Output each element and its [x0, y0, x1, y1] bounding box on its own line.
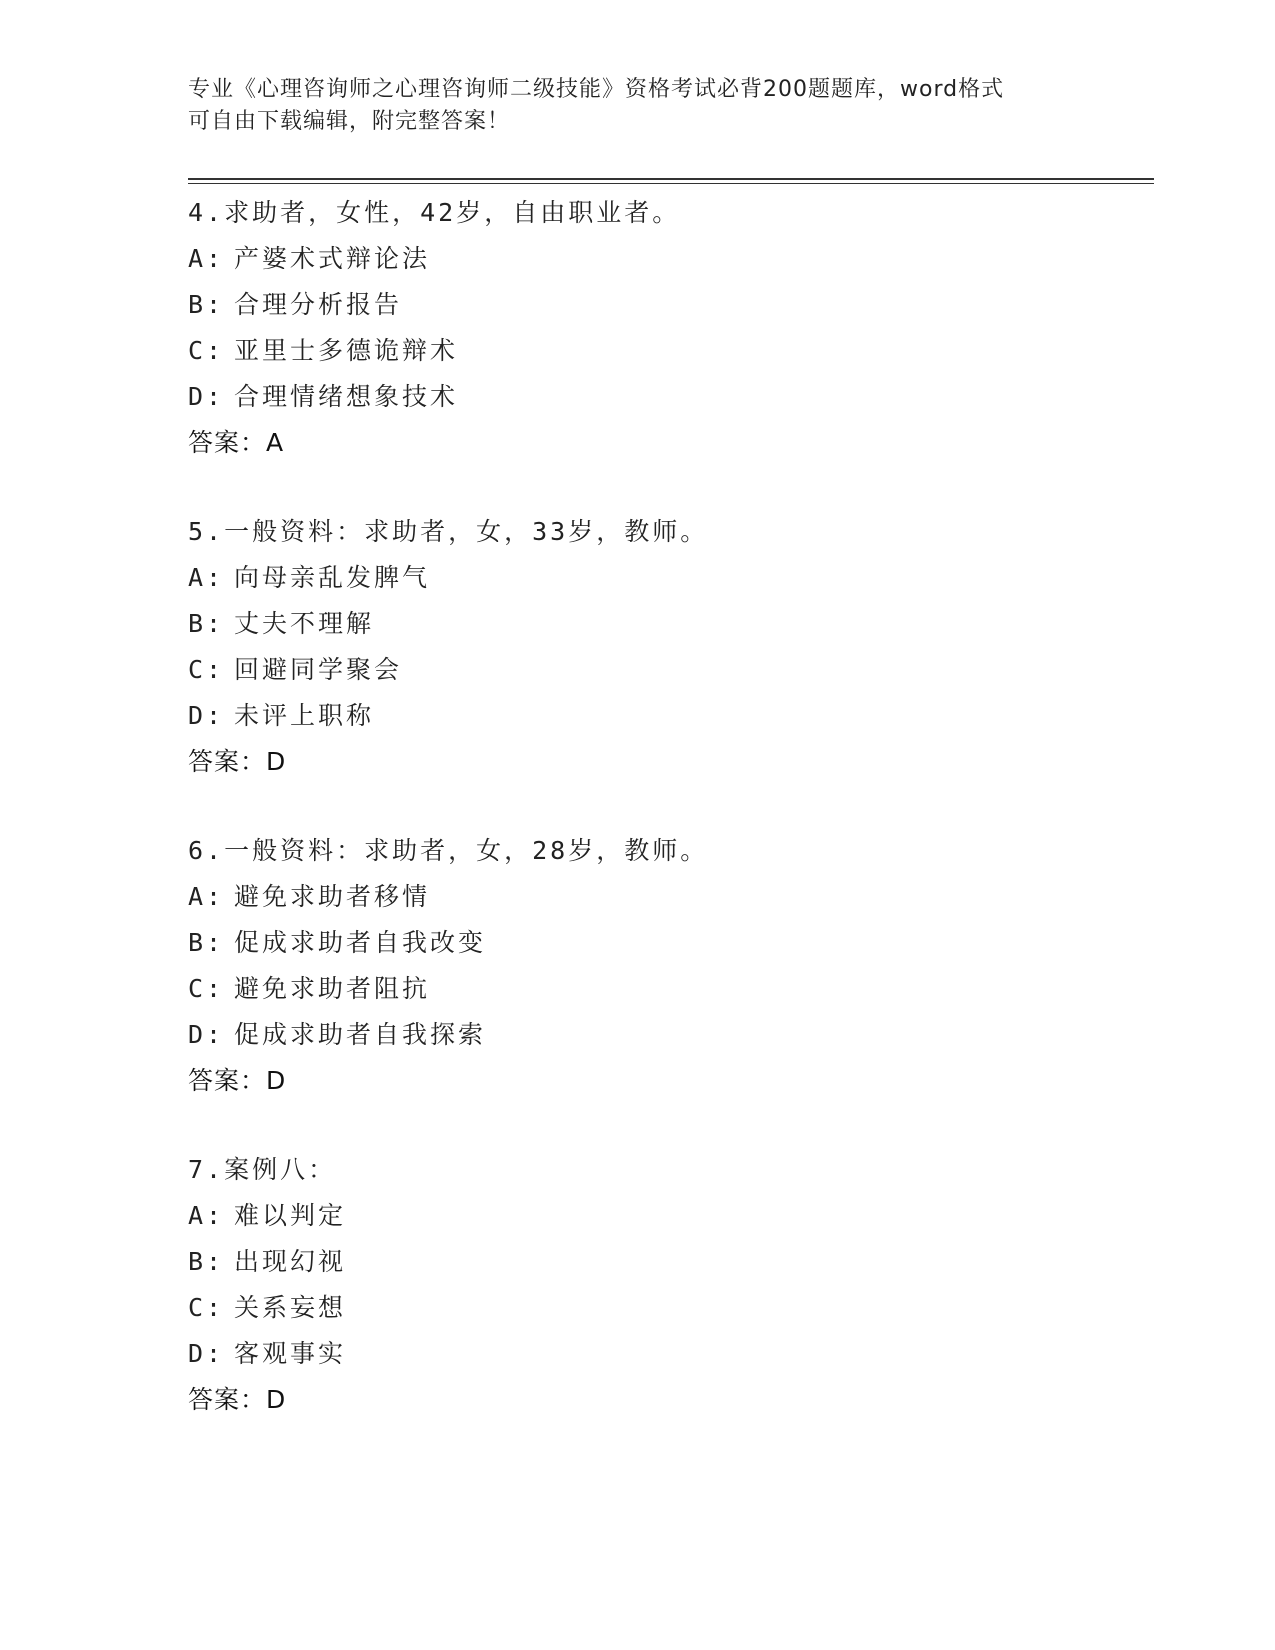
- option-a: [188, 874, 1154, 920]
- option-key: B:: [188, 609, 225, 638]
- header-divider-thin: [188, 183, 1154, 184]
- header-divider-thick: [188, 178, 1154, 180]
- option-text: 避免求助者阻抗: [234, 974, 431, 1003]
- option-text: 合理情绪想象技术: [234, 382, 459, 411]
- answer-line: 答案：A: [188, 428, 285, 457]
- option-key: B:: [188, 290, 225, 319]
- answer-line: 答案：D: [188, 1385, 287, 1414]
- question-stem: 6.一般资料：求助者，女，28岁，教师。: [188, 836, 709, 865]
- header-line-2: 可自由下载编辑，附完整答案！: [188, 109, 511, 134]
- option-c: [188, 1285, 1154, 1331]
- option-key: C:: [188, 1293, 225, 1322]
- option-text: 合理分析报告: [234, 290, 403, 319]
- option-key: C:: [188, 974, 225, 1003]
- option-key: A:: [188, 1201, 225, 1230]
- answer-line: 答案：D: [188, 1066, 287, 1095]
- question-6: [188, 828, 1154, 1104]
- option-text: 产婆术式辩论法: [234, 244, 431, 273]
- option-c: [188, 647, 1154, 693]
- option-d: [188, 374, 1154, 420]
- option-a: [188, 236, 1154, 282]
- option-text: 避免求助者移情: [234, 882, 431, 911]
- option-text: 未评上职称: [234, 701, 375, 730]
- header-line-1: 专业《心理咨询师之心理咨询师二级技能》资格考试必背200题题库，word格式: [188, 77, 1005, 102]
- option-key: D:: [188, 701, 225, 730]
- option-text: 客观事实: [234, 1339, 347, 1368]
- option-c: [188, 966, 1154, 1012]
- question-stem: 4.求助者，女性，42岁，自由职业者。: [188, 198, 681, 227]
- option-key: C:: [188, 336, 225, 365]
- option-c: [188, 328, 1154, 374]
- option-key: A:: [188, 244, 225, 273]
- option-text: 难以判定: [234, 1201, 347, 1230]
- option-key: D:: [188, 1020, 225, 1049]
- option-a: [188, 1193, 1154, 1239]
- document-header: [188, 74, 1088, 138]
- option-key: A:: [188, 563, 225, 592]
- option-text: 回避同学聚会: [234, 655, 403, 684]
- option-key: D:: [188, 1339, 225, 1368]
- option-d: [188, 1012, 1154, 1058]
- question-4: [188, 190, 1154, 466]
- option-key: A:: [188, 882, 225, 911]
- option-key: B:: [188, 1247, 225, 1276]
- option-b: [188, 920, 1154, 966]
- option-text: 丈夫不理解: [234, 609, 375, 638]
- option-text: 向母亲乱发脾气: [234, 563, 431, 592]
- option-text: 关系妄想: [234, 1293, 347, 1322]
- question-5: [188, 509, 1154, 785]
- option-d: [188, 1331, 1154, 1377]
- question-stem: 5.一般资料：求助者，女，33岁，教师。: [188, 517, 709, 546]
- option-b: [188, 1239, 1154, 1285]
- option-b: [188, 601, 1154, 647]
- option-key: B:: [188, 928, 225, 957]
- option-key: D:: [188, 382, 225, 411]
- answer-line: 答案：D: [188, 747, 287, 776]
- option-d: [188, 693, 1154, 739]
- option-b: [188, 282, 1154, 328]
- option-text: 促成求助者自我探索: [234, 1020, 487, 1049]
- option-text: 促成求助者自我改变: [234, 928, 487, 957]
- question-7: [188, 1147, 1154, 1423]
- option-a: [188, 555, 1154, 601]
- option-text: 出现幻视: [234, 1247, 347, 1276]
- question-list: [188, 190, 1154, 1466]
- option-key: C:: [188, 655, 225, 684]
- option-text: 亚里士多德诡辩术: [234, 336, 459, 365]
- question-stem: 7.案例八：: [188, 1155, 337, 1184]
